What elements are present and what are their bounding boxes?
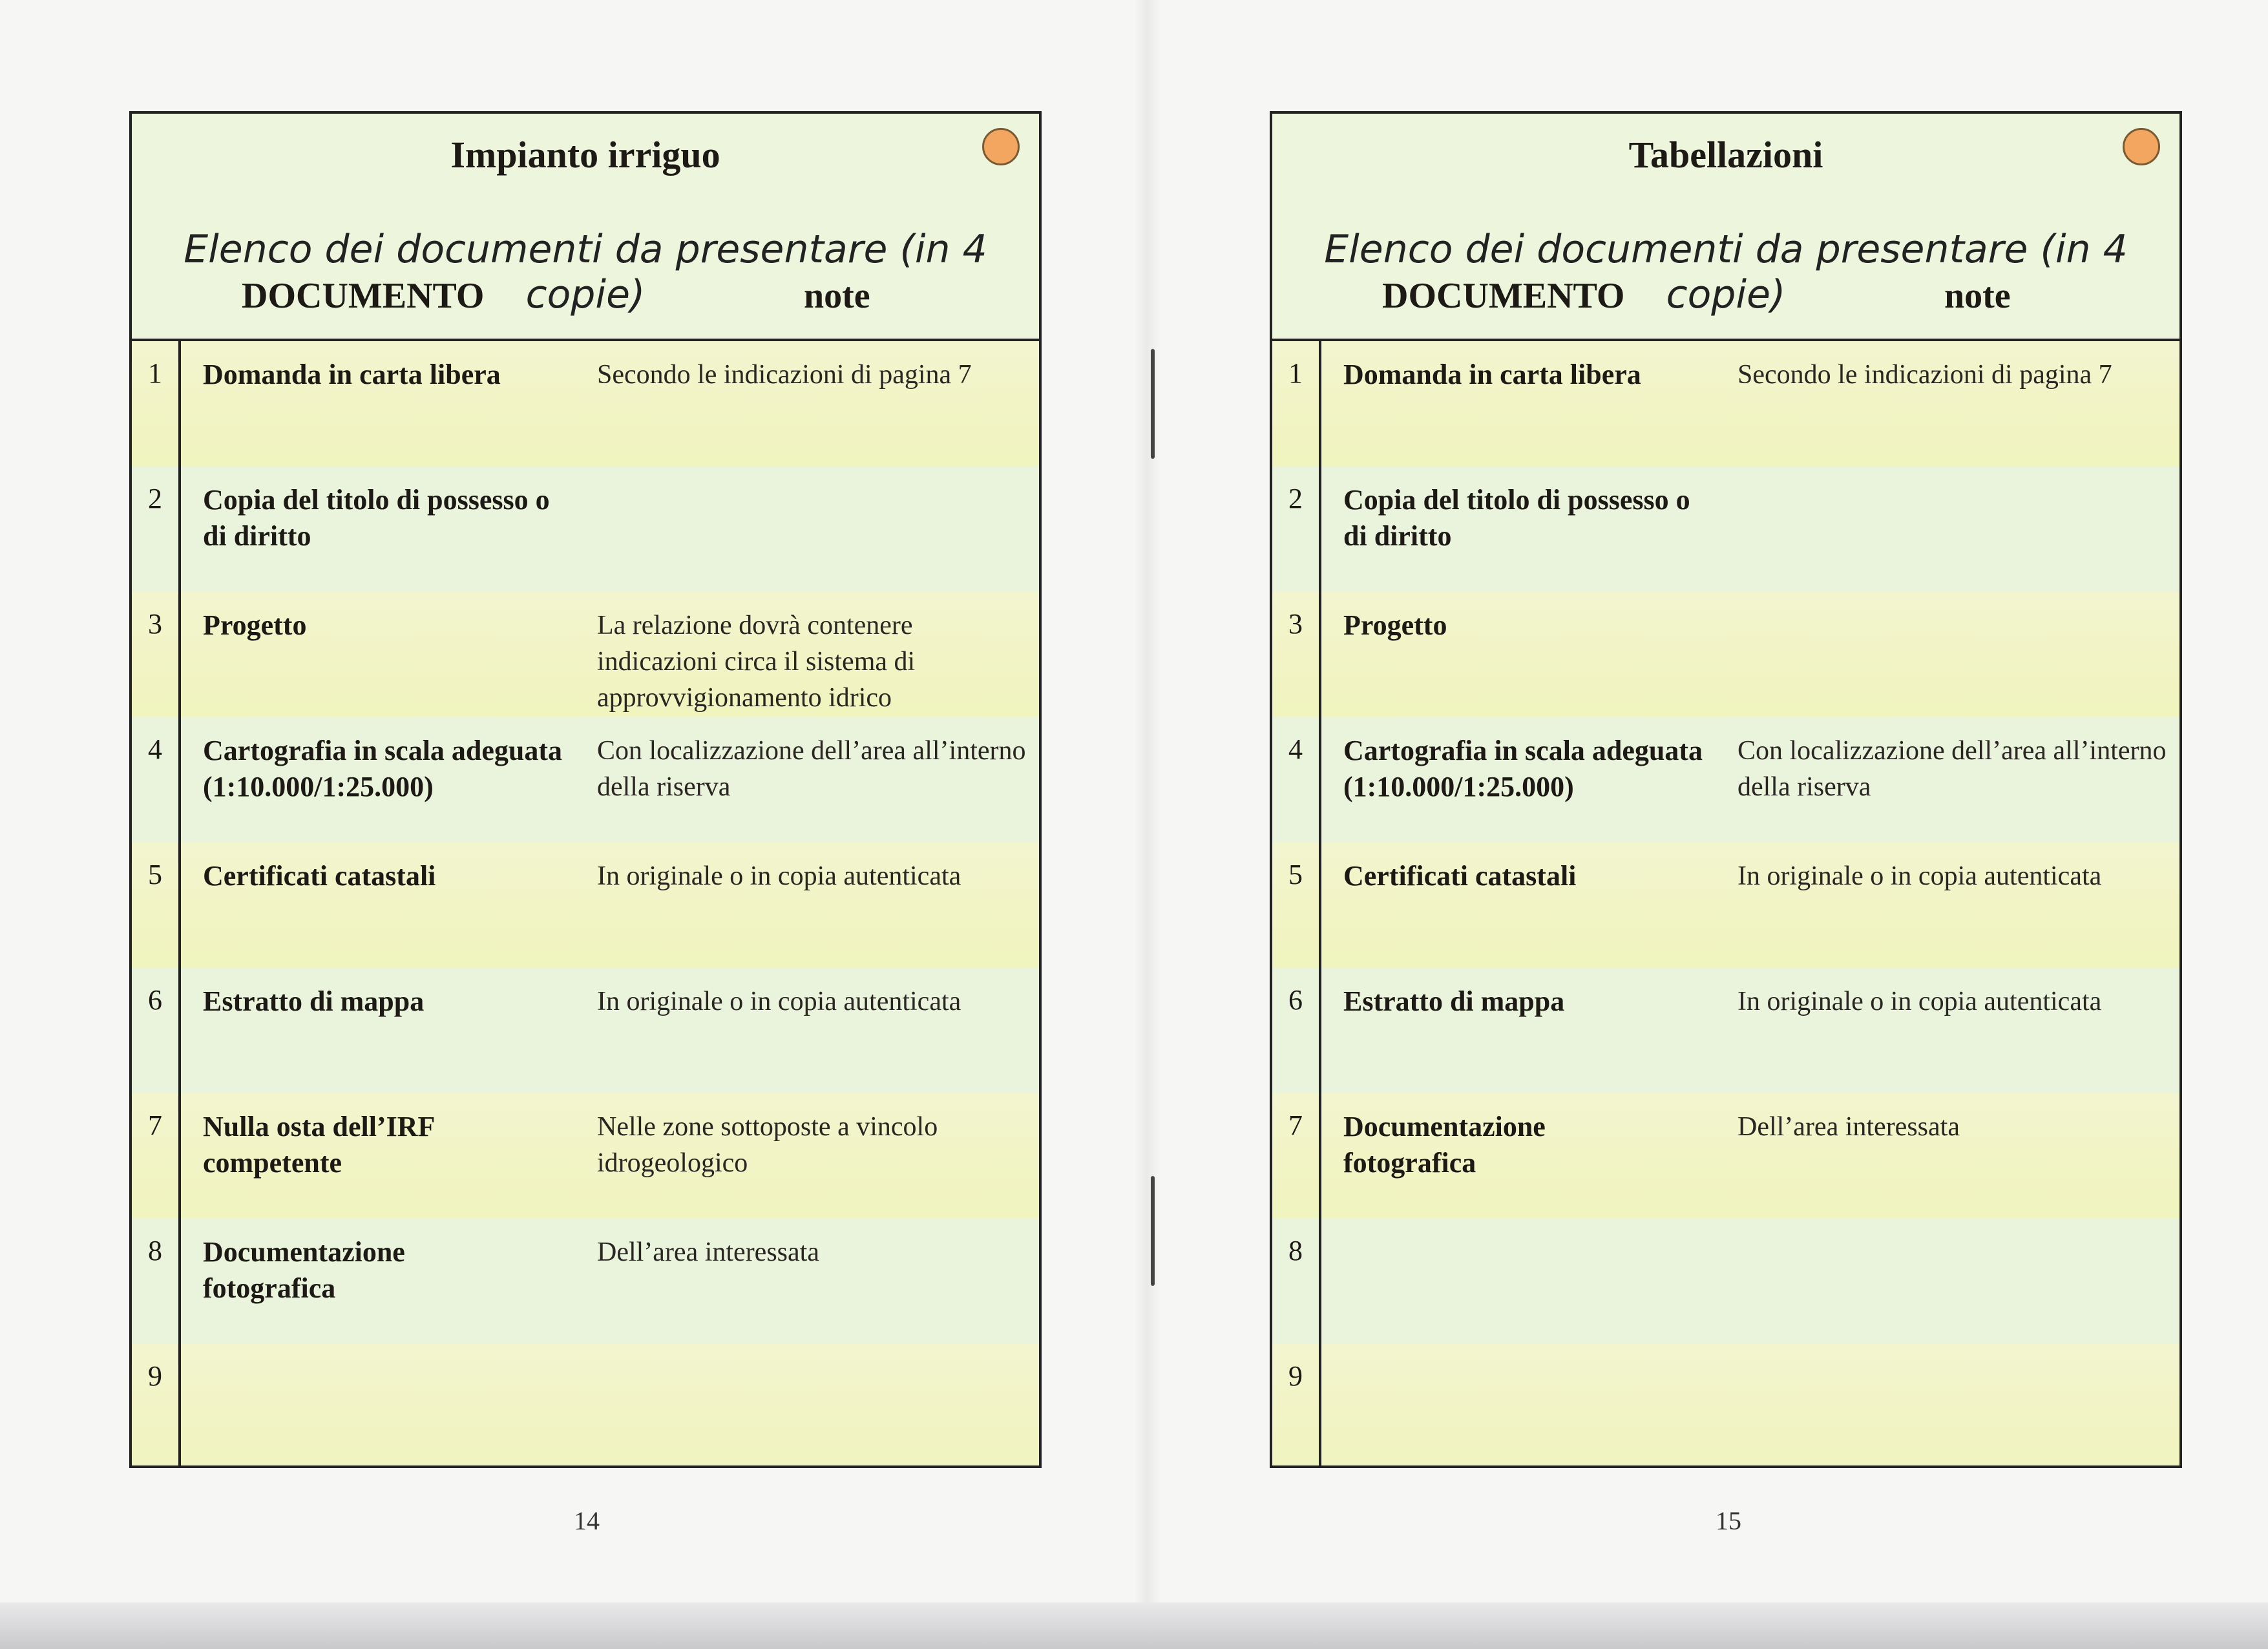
column-header-document: DOCUMENTO [242, 276, 485, 316]
row-note: Secondo le indicazioni di pagina 7 [597, 360, 972, 390]
row-number: 2 [1272, 467, 1321, 592]
staple-bottom [1151, 1176, 1155, 1286]
row-number: 8 [132, 1219, 181, 1344]
panel-subtitle: Elenco dei documenti da presentare (in 4 copie) [184, 227, 987, 317]
row-note: In originale o in copia autenticata [1738, 987, 2102, 1016]
row-document: Cartografia in scala adeguata (1:10.000/1:25.000) [1343, 735, 1703, 803]
book-fold [1134, 0, 1160, 1602]
row-note: In originale o in copia autenticata [597, 987, 961, 1016]
row-note: In originale o in copia autenticata [1738, 861, 2102, 891]
table-row [132, 717, 1039, 843]
table-row [132, 1093, 1039, 1219]
row-note: Dell’area interessata [1738, 1112, 1960, 1142]
row-document: Domanda in carta libera [1343, 359, 1641, 390]
row-number: 1 [1272, 341, 1321, 467]
document-rows [132, 341, 1039, 1468]
table-row [1272, 1093, 2179, 1219]
page-title: Tabellazioni [1628, 134, 1823, 176]
row-document: Estratto di mappa [1343, 985, 1565, 1017]
panel-header [1272, 114, 2179, 341]
table-row [132, 1219, 1039, 1344]
row-document: Certificati catastali [1343, 860, 1577, 892]
row-document: Nulla osta dell’IRF competente [203, 1111, 434, 1179]
row-number: 3 [132, 592, 181, 717]
right-document-panel [1270, 111, 2182, 1468]
row-note: Secondo le indicazioni di pagina 7 [1738, 360, 2112, 390]
row-number: 9 [1272, 1344, 1321, 1468]
table-row [1272, 1344, 2179, 1468]
staple-top [1151, 349, 1155, 459]
column-header-document: DOCUMENTO [1382, 276, 1625, 316]
row-number: 6 [132, 968, 181, 1093]
row-number: 7 [1272, 1093, 1321, 1219]
row-number: 5 [132, 843, 181, 968]
page-number: 15 [1716, 1506, 1741, 1535]
table-row [1272, 341, 2179, 467]
row-number: 2 [132, 467, 181, 592]
document-rows [1272, 341, 2179, 1468]
row-note: La relazione dovrà contenere indicazioni circa il sistema di approvvigionamento idrico [597, 611, 916, 713]
row-number: 5 [1272, 843, 1321, 968]
row-document: Progetto [1343, 609, 1447, 641]
table-row [1272, 968, 2179, 1093]
table-row [132, 968, 1039, 1093]
panel-subtitle: Elenco dei documenti da presentare (in 4 copie) [1324, 227, 2128, 317]
page-number: 14 [574, 1506, 600, 1535]
row-note: In originale o in copia autenticata [597, 861, 961, 891]
panel-header [132, 114, 1039, 341]
row-note: Nelle zone sottoposte a vincolo idrogeologico [597, 1112, 938, 1178]
row-note: Con localizzazione dell’area all’interno della riserva [597, 736, 1026, 802]
row-document: Cartografia in scala adeguata (1:10.000/1:25.000) [203, 735, 563, 803]
row-document: Estratto di mappa [203, 985, 425, 1017]
table-row [132, 1344, 1039, 1468]
column-header-note: note [804, 276, 870, 316]
row-document: Progetto [203, 609, 307, 641]
table-row [132, 341, 1039, 467]
row-note: Con localizzazione dell’area all’interno della riserva [1738, 736, 2167, 802]
row-number: 3 [1272, 592, 1321, 717]
orange-dot-icon [982, 128, 1020, 165]
row-number: 6 [1272, 968, 1321, 1093]
left-document-panel [129, 111, 1042, 1468]
row-number: 9 [132, 1344, 181, 1468]
row-number: 1 [132, 341, 181, 467]
row-document: Documentazione fotografica [203, 1236, 405, 1304]
row-document: Domanda in carta libera [203, 359, 501, 390]
row-note: Dell’area interessata [597, 1237, 819, 1267]
table-row [1272, 467, 2179, 592]
table-row [1272, 592, 2179, 717]
row-number: 4 [1272, 717, 1321, 843]
orange-dot-icon [2123, 128, 2160, 165]
page-title: Impianto irriguo [450, 134, 720, 176]
row-number: 8 [1272, 1219, 1321, 1344]
row-document: Copia del titolo di possesso o di diritto [1343, 484, 1690, 552]
table-row [132, 592, 1039, 717]
row-number: 7 [132, 1093, 181, 1219]
table-row [132, 843, 1039, 968]
scanner-edge [0, 1602, 2268, 1649]
row-document: Documentazione fotografica [1343, 1111, 1546, 1179]
column-header-note: note [1944, 276, 2011, 316]
table-row [132, 467, 1039, 592]
table-row [1272, 843, 2179, 968]
row-document: Certificati catastali [203, 860, 436, 892]
row-number: 4 [132, 717, 181, 843]
row-document: Copia del titolo di possesso o di diritto [203, 484, 550, 552]
table-row [1272, 717, 2179, 843]
table-row [1272, 1219, 2179, 1344]
